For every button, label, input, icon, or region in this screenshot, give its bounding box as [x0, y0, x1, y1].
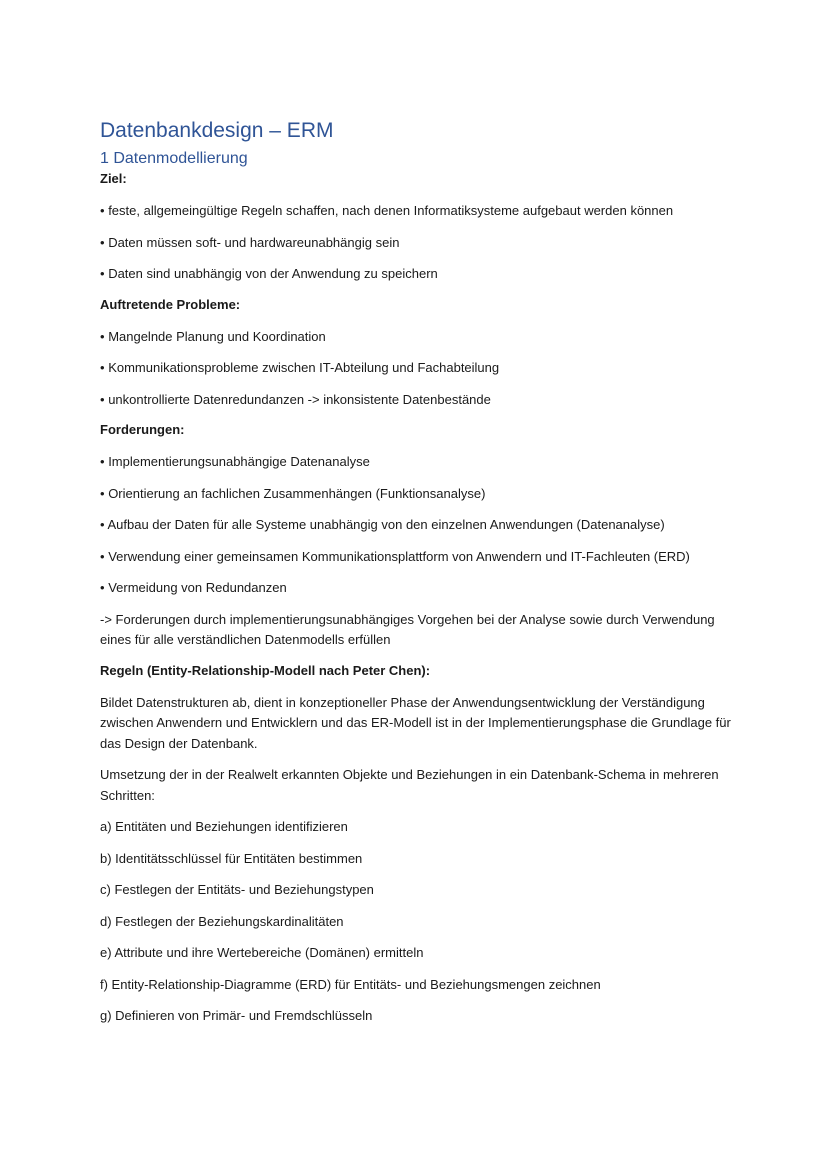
- ziel-heading: Ziel:: [100, 171, 127, 186]
- bullet-icon: •: [100, 454, 105, 469]
- forderungen-item: [100, 515, 740, 536]
- ziel-item: [100, 264, 740, 285]
- bullet-icon: •: [100, 391, 105, 407]
- forderungen-item: [100, 547, 740, 568]
- probleme-item-text: Mangelnde Planung und Koordination: [108, 328, 326, 344]
- bullet-icon: •: [100, 266, 105, 281]
- forderungen-item-text: Vermeidung von Redundanzen: [108, 580, 287, 595]
- section-heading: 1 Datenmodellierung: [100, 150, 248, 167]
- regeln-step: b) Identitätsschlüssel für Entitäten bestimmen: [100, 850, 363, 866]
- bullet-icon: •: [100, 234, 105, 250]
- document-title: Datenbankdesign – ERM: [100, 119, 334, 142]
- regeln-paragraph-1: Bildet Datenstrukturen ab, dient in konzeptioneller Phase der Anwendungsentwicklung der Verständigung zwischen Anwendern und Entwicklern und das ER-Modell ist in der Implementierungsphase die Grundlage für das Design der Datenbank.: [100, 694, 731, 751]
- probleme-item: [100, 358, 740, 379]
- forderungen-item-text: Implementierungsunabhängige Datenanalyse: [108, 454, 370, 469]
- ziel-item: [100, 201, 740, 222]
- probleme-item: [100, 390, 740, 411]
- ziel-item: [100, 233, 740, 254]
- regeln-paragraph-2: Umsetzung der in der Realwelt erkannten Objekte und Beziehungen in ein Datenbank-Schema in mehreren Schritten:: [100, 767, 719, 803]
- regeln-step: e) Attribute und ihre Wertebereiche (Domänen) ermitteln: [100, 945, 424, 960]
- ziel-item-text: Daten sind unabhängig von der Anwendung zu speichern: [108, 266, 438, 281]
- document-page: [100, 116, 740, 1038]
- ziel-item-text: Daten müssen soft- und hardwareunabhängig sein: [108, 234, 400, 250]
- bullet-icon: •: [100, 548, 105, 564]
- bullet-icon: •: [100, 485, 105, 501]
- forderungen-item: [100, 578, 740, 599]
- bullet-icon: •: [100, 517, 105, 532]
- probleme-item: [100, 327, 740, 348]
- forderungen-item: [100, 484, 740, 505]
- regeln-step: c) Festlegen der Entitäts- und Beziehungstypen: [100, 882, 374, 897]
- bullet-icon: •: [100, 360, 105, 375]
- forderungen-item-text: Verwendung einer gemeinsamen Kommunikationsplattform von Anwendern und IT-Fachleuten (ERD): [108, 548, 690, 564]
- regeln-step: f) Entity-Relationship-Diagramme (ERD) für Entitäts- und Beziehungsmengen zeichnen: [100, 976, 601, 992]
- regeln-step: a) Entitäten und Beziehungen identifizieren: [100, 819, 348, 834]
- regeln-heading: Regeln (Entity-Relationship-Modell nach Peter Chen):: [100, 662, 431, 678]
- forderungen-item-text: Orientierung an fachlichen Zusammenhängen (Funktionsanalyse): [108, 485, 486, 501]
- forderungen-item-text: Aufbau der Daten für alle Systeme unabhängig von den einzelnen Anwendungen (Datenanalyse): [107, 517, 665, 532]
- regeln-step: g) Definieren von Primär- und Fremdschlüsseln: [100, 1008, 373, 1023]
- probleme-item-text: Kommunikationsprobleme zwischen IT-Abteilung und Fachabteilung: [108, 360, 500, 375]
- ziel-item-text: feste, allgemeingültige Regeln schaffen, nach denen Informatiksysteme aufgebaut werden können: [108, 203, 674, 218]
- regeln-step: d) Festlegen der Beziehungskardinalitäten: [100, 913, 344, 929]
- probleme-heading: Auftretende Probleme:: [100, 296, 241, 312]
- forderungen-conclusion: -> Forderungen durch implementierungsunabhängiges Vorgehen bei der Analyse sowie durch Verwendung eines für alle verständlichen Datenmodells erfüllen: [100, 611, 715, 647]
- bullet-icon: •: [100, 580, 105, 595]
- probleme-item-text: unkontrollierte Datenredundanzen -> inkonsistente Datenbestände: [108, 391, 491, 407]
- bullet-icon: •: [100, 328, 105, 344]
- forderungen-heading: Forderungen:: [100, 422, 185, 437]
- forderungen-item: [100, 452, 740, 473]
- bullet-icon: •: [100, 203, 105, 218]
